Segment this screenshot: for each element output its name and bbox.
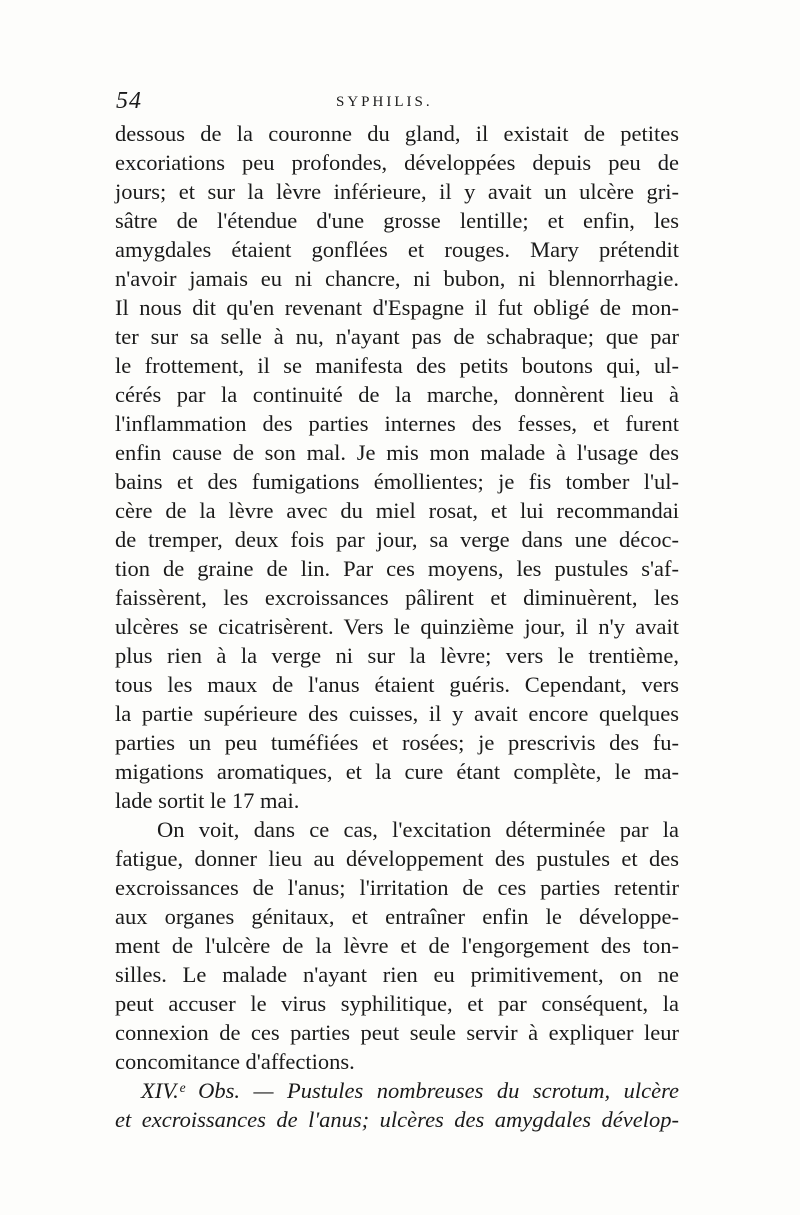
text-line: fatigue, donner lieu au développement des pustules et des	[115, 846, 679, 871]
text-line: faissèrent, les excroissances pâlirent et diminuèrent, les	[115, 585, 679, 610]
text-line: la partie supérieure des cuisses, il y avait encore quelques	[115, 701, 679, 726]
text-line: ulcères se cicatrisèrent. Vers le quinzième jour, il n'y avait	[115, 614, 679, 639]
text-line: plus rien à la verge ni sur la lèvre; vers le trentième,	[115, 643, 679, 668]
body-text	[115, 119, 679, 1134]
text-line: cérés par la continuité de la marche, donnèrent lieu à	[115, 382, 679, 407]
running-title: SYPHILIS.	[336, 94, 433, 110]
text-line: silles. Le malade n'ayant rien eu primitivement, on ne	[115, 962, 679, 987]
text-line: ment de l'ulcère de la lèvre et de l'engorgement des ton-	[115, 933, 679, 958]
text-line: excroissances de l'anus; l'irritation de ces parties retentir	[115, 875, 679, 900]
text-line: le frottement, il se manifesta des petits boutons qui, ul-	[115, 353, 679, 378]
text-line: concomitance d'affections.	[115, 1049, 355, 1074]
text-line: tous les maux de l'anus étaient guéris. Cependant, vers	[115, 672, 679, 697]
text-line: connexion de ces parties peut seule servir à expliquer leur	[115, 1020, 679, 1045]
text-line: excoriations peu profondes, développées depuis peu de	[115, 150, 679, 175]
text-line: n'avoir jamais eu ni chancre, ni bubon, ni blennorrhagie.	[115, 266, 679, 291]
text-line: l'inflammation des parties internes des fesses, et furent	[115, 411, 679, 436]
text-line: de tremper, deux fois par jour, sa verge dans une décoc-	[115, 527, 679, 552]
text-line: amygdales étaient gonflées et rouges. Mary prétendit	[115, 237, 679, 262]
text-line: tion de graine de lin. Par ces moyens, les pustules s'af-	[115, 556, 679, 581]
page-header	[116, 88, 676, 122]
observation-heading-line: et excroissances de l'anus; ulcères des amygdales dévelop-	[115, 1107, 679, 1132]
text-line: migations aromatiques, et la cure étant complète, le ma-	[115, 759, 679, 784]
text-line: parties un peu tuméfiées et rosées; je prescrivis des fu-	[115, 730, 679, 755]
text-line: jours; et sur la lèvre inférieure, il y avait un ulcère gri-	[115, 179, 679, 204]
text-line: enfin cause de son mal. Je mis mon malade à l'usage des	[115, 440, 679, 465]
text-line: dessous de la couronne du gland, il existait de petites	[115, 121, 679, 146]
text-line: bains et des fumigations émollientes; je fis tomber l'ul-	[115, 469, 679, 494]
text-line: ter sur sa selle à nu, n'ayant pas de schabraque; que par	[115, 324, 679, 349]
text-line: Il nous dit qu'en revenant d'Espagne il fut obligé de mon-	[115, 295, 679, 320]
text-line: sâtre de l'étendue d'une grosse lentille; et enfin, les	[115, 208, 679, 233]
observation-heading-line: XIV.ᵉ Obs. — Pustules nombreuses du scrotum, ulcère	[141, 1078, 679, 1103]
text-line: peut accuser le virus syphilitique, et par conséquent, la	[115, 991, 679, 1016]
page-number: 54	[116, 88, 142, 114]
text-line: lade sortit le 17 mai.	[115, 788, 300, 813]
paragraph-start-line: On voit, dans ce cas, l'excitation déterminée par la	[157, 817, 679, 842]
text-line: aux organes génitaux, et entraîner enfin le développe-	[115, 904, 679, 929]
text-line: cère de la lèvre avec du miel rosat, et lui recommandai	[115, 498, 679, 523]
